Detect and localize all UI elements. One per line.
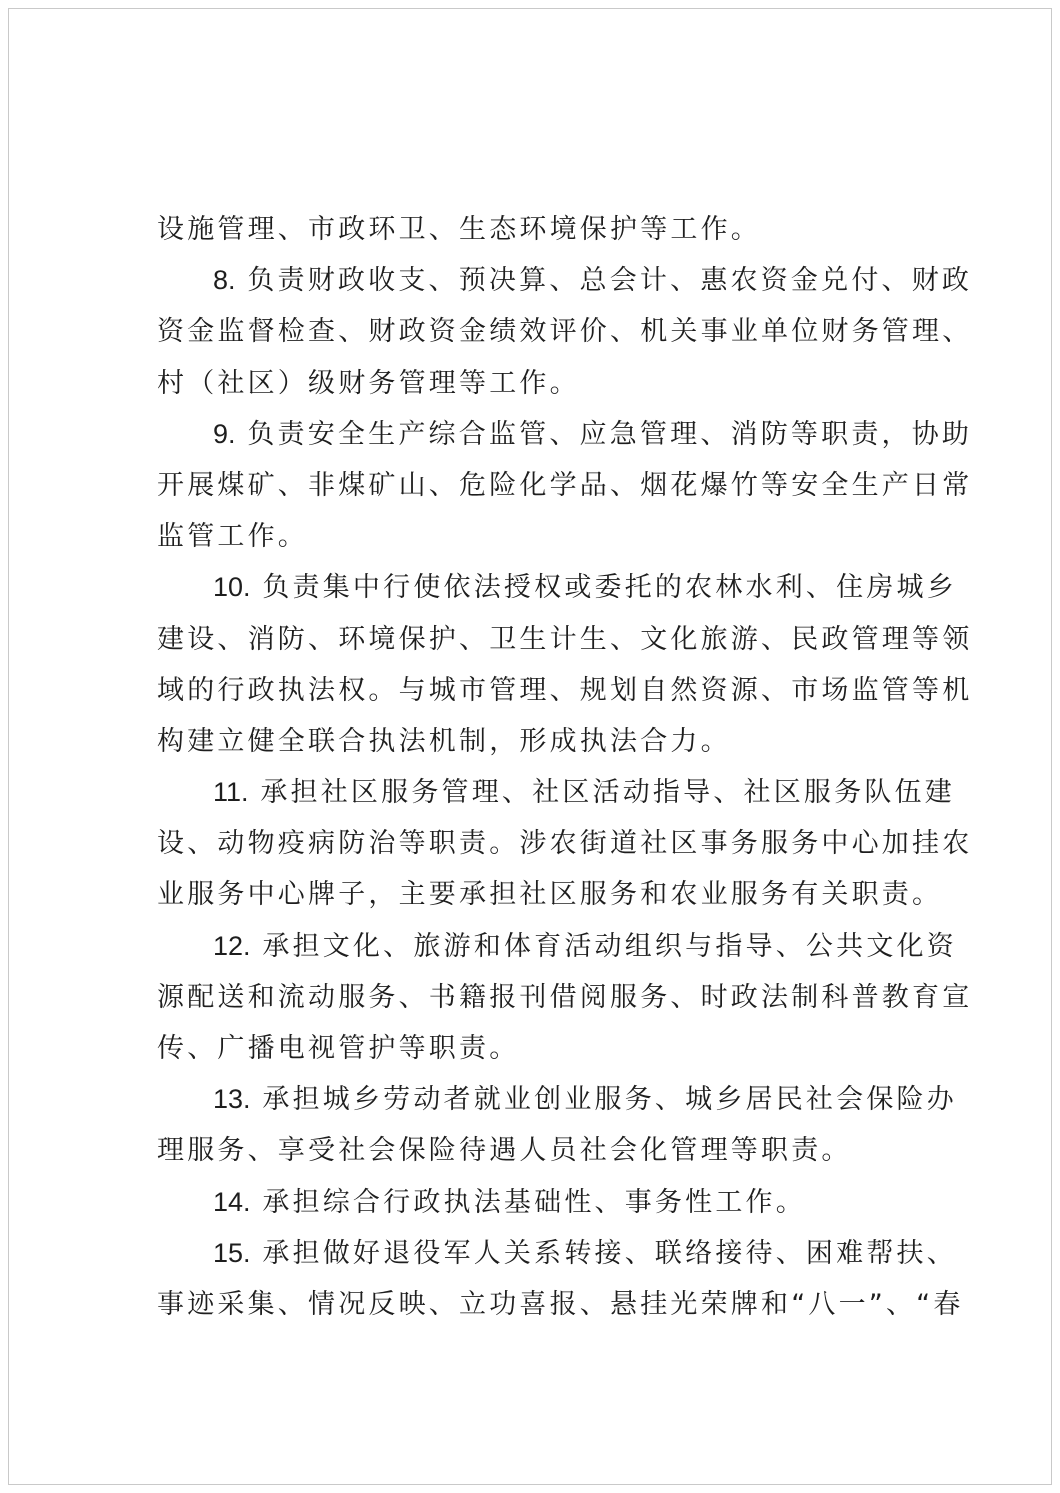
text-line [157, 562, 957, 613]
line-text: 承担做好退役军人关系转接、联络接待、困难帮扶、 [250, 1237, 957, 1269]
line-text: 设施管理、市政环卫、生态环境保护等工作。 [157, 214, 761, 245]
text-line [157, 818, 973, 869]
text-line [157, 665, 973, 716]
item-number: 13. [213, 1084, 251, 1115]
line-text: 负责财政收支、预决算、总会计、惠农资金兑付、财政 [235, 265, 973, 297]
line-text: 负责安全生产综合监管、应急管理、消防等职责，协助 [235, 418, 973, 450]
text-line [157, 1125, 933, 1176]
text-line [157, 869, 943, 920]
line-text: 村（社区）级财务管理等工作。 [157, 367, 580, 399]
text-line [157, 409, 973, 460]
text-line [157, 255, 973, 306]
line-text: 传、广播电视管护等职责。 [157, 1033, 520, 1064]
item-number: 9. [213, 418, 236, 449]
item-number: 10. [213, 572, 251, 603]
line-text: 建设、消防、环境保护、卫生计生、文化旅游、民政管理等领 [157, 623, 973, 655]
text-line [157, 921, 957, 972]
line-text: 业服务中心牌子，主要承担社区服务和农业服务有关职责。 [157, 879, 943, 911]
line-text: 设、动物疫病防治等职责。涉农街道社区事务服务中心加挂农 [157, 828, 973, 860]
item-number: 12. [213, 930, 251, 961]
text-line [157, 1177, 933, 1228]
text-line [157, 511, 933, 562]
line-text: 承担城乡劳动者就业创业服务、城乡居民社会保险办 [250, 1084, 957, 1116]
text-line [157, 614, 973, 665]
text-line [157, 972, 973, 1023]
item-number: 15. [213, 1237, 251, 1268]
text-line [157, 1023, 933, 1074]
line-text: 承担社区服务管理、社区活动指导、社区服务队伍建 [248, 777, 955, 809]
text-line [157, 767, 955, 818]
line-text: 负责集中行使依法授权或委托的农林水利、住房城乡 [250, 572, 957, 604]
document-page [8, 8, 1052, 1485]
text-line [157, 1228, 957, 1279]
line-text: 源配送和流动服务、书籍报刊借阅服务、时政法制科普教育宣 [157, 981, 973, 1013]
item-number: 14. [213, 1186, 251, 1217]
line-text: 资金监督检查、财政资金绩效评价、机关事业单位财务管理、 [157, 316, 973, 348]
text-line [157, 1074, 957, 1125]
line-text: 承担综合行政执法基础性、事务性工作。 [250, 1186, 806, 1218]
document-body [157, 204, 973, 1330]
text-line [157, 204, 933, 255]
item-number: 11. [213, 777, 249, 808]
line-text: 理服务、享受社会保险待遇人员社会化管理等职责。 [157, 1135, 852, 1167]
line-text: 构建立健全联合执法机制，形成执法合力。 [157, 725, 731, 757]
text-line [157, 358, 933, 409]
line-text: 开展煤矿、非煤矿山、危险化学品、烟花爆竹等安全生产日常 [157, 469, 973, 501]
text-line [157, 716, 933, 767]
item-number: 8. [213, 265, 236, 296]
text-line [157, 306, 973, 357]
line-text: 承担文化、旅游和体育活动组织与指导、公共文化资 [250, 930, 957, 962]
line-text: 事迹采集、情况反映、立功喜报、悬挂光荣牌和“八一”、“春 [157, 1288, 964, 1320]
line-text: 监管工作。 [157, 521, 308, 553]
text-line [157, 1279, 964, 1330]
line-text: 域的行政执法权。与城市管理、规划自然资源、市场监管等机 [157, 674, 973, 706]
text-line [157, 460, 973, 511]
